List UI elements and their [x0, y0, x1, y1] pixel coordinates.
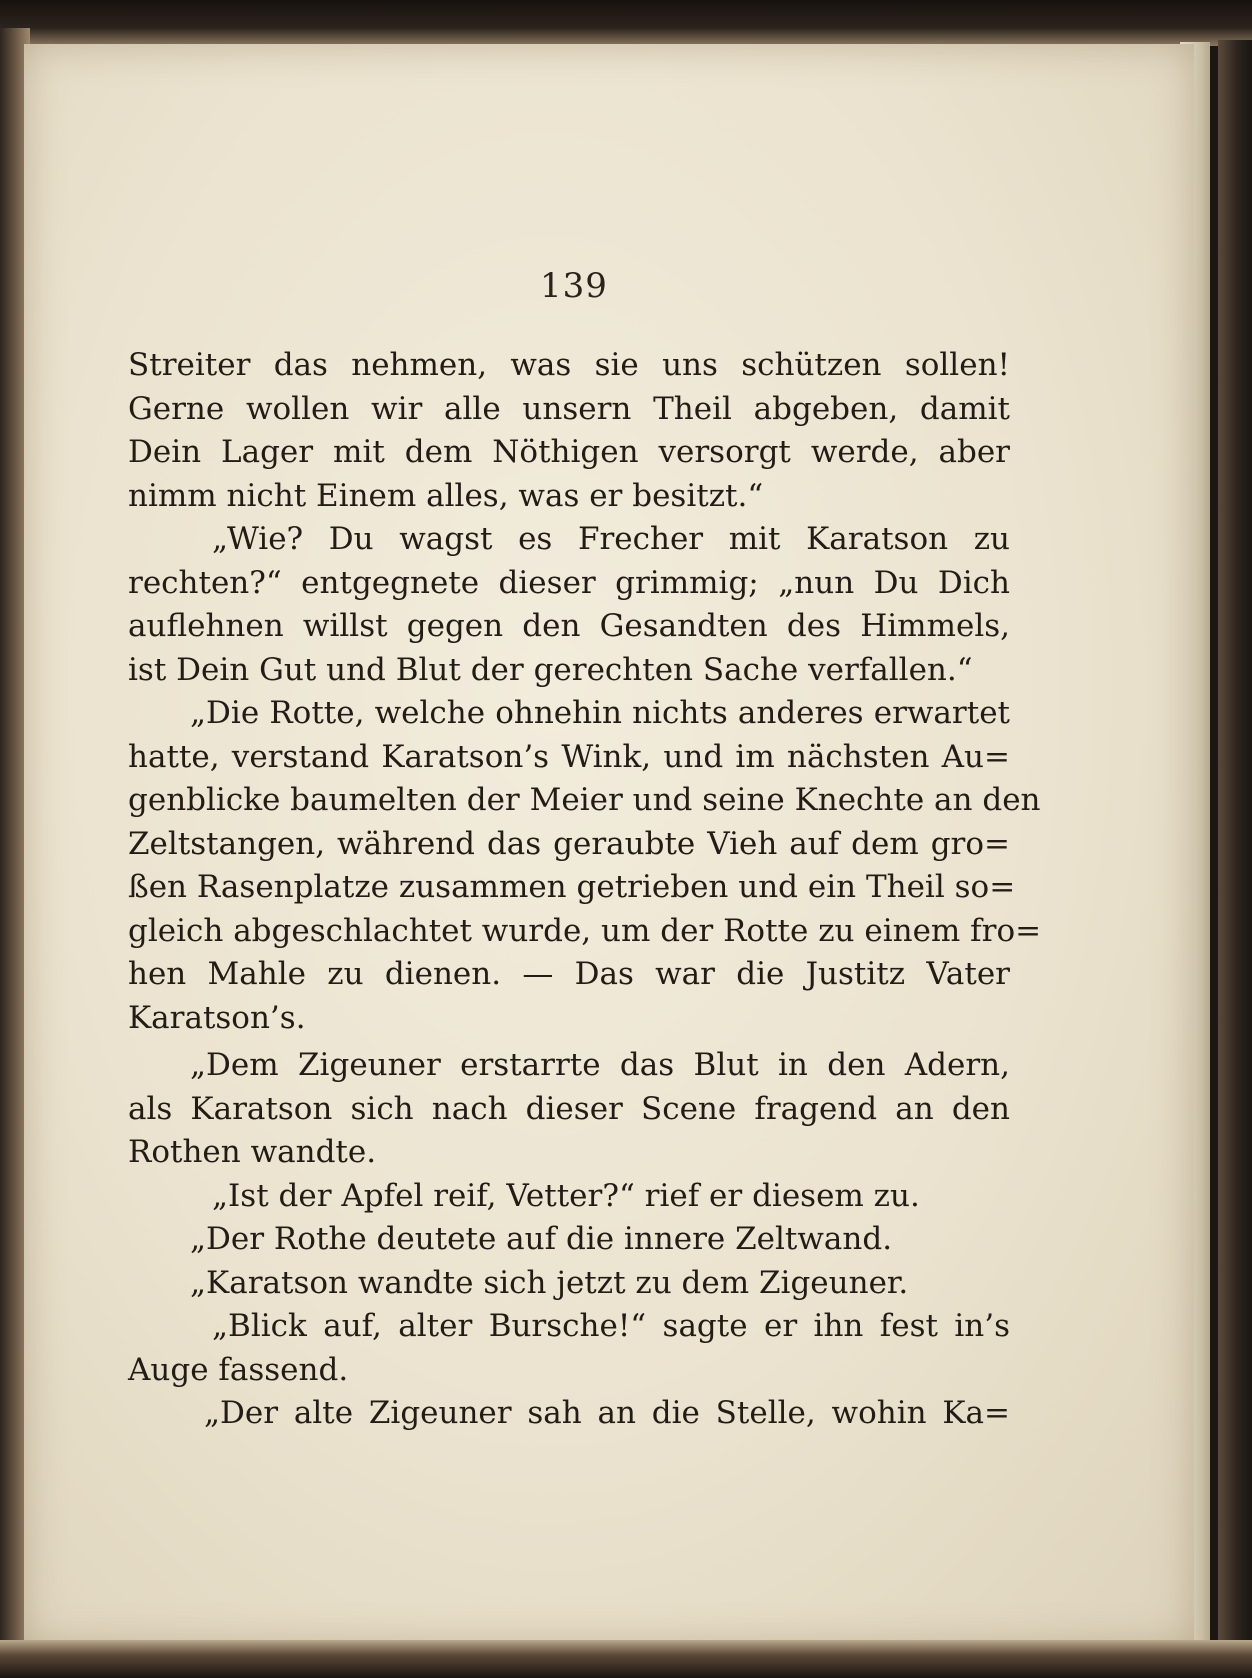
text-line: „Der Rothe deutete auf die innere Zeltwand. — [190, 1221, 893, 1257]
text-line: „Der alte Zigeuner sah an die Stelle, wohin Ka= — [204, 1395, 1010, 1431]
text-line: hatte, verstand Karatson’s Wink, und im nächsten Au= — [128, 738, 1010, 775]
text-line: nimm nicht Einem alles, was er besitzt.“ — [128, 477, 764, 514]
text-line: genblicke baumelten der Meier und seine Knechte an den — [128, 782, 1041, 818]
page — [24, 44, 1194, 1646]
text-line: „Ist der Apfel reif, Vetter?“ rief er diesem zu. — [212, 1177, 920, 1214]
book-bottom-edge — [0, 1640, 1252, 1678]
text-line: Auge fassend. — [128, 1351, 349, 1388]
text-line: „Blick auf, alter Bursche!“ sagte er ihn fest in’s — [212, 1308, 1010, 1344]
text-line: Zeltstangen, während das geraubte Vieh auf dem gro= — [128, 825, 1010, 862]
text-line: Gerne wollen wir alle unsern Theil abgeben, damit — [128, 390, 1010, 427]
text-line: ist Dein Gut und Blut der gerechten Sache verfallen.“ — [128, 651, 973, 688]
text-line: Streiter das nehmen, was sie uns schützen sollen! — [128, 347, 1010, 383]
text-line: als Karatson sich nach dieser Scene fragend an den — [128, 1090, 1010, 1127]
text-line: ßen Rasenplatze zusammen getrieben und ein Theil so= — [128, 869, 1016, 905]
text-line: rechten?“ entgegnete dieser grimmig; „nun Du Dich — [128, 564, 1010, 601]
text-line: Rothen wandte. — [128, 1134, 377, 1170]
text-line: auflehnen willst gegen den Gesandten des Himmels, — [128, 608, 1010, 644]
book-cover-right — [1218, 40, 1252, 1660]
body-text — [128, 344, 1042, 1436]
text-line: Karatson’s. — [128, 999, 306, 1036]
text-line: „Wie? Du wagst es Frecher mit Karatson zu — [212, 521, 1010, 557]
text-line: „Dem Zigeuner erstarrte das Blut in den Adern, — [190, 1047, 1010, 1083]
text-line: „Karatson wandte sich jetzt zu dem Zigeuner. — [190, 1264, 909, 1301]
page-number: 139 — [540, 266, 608, 306]
text-line: Dein Lager mit dem Nöthigen versorgt werde, aber — [128, 434, 1010, 470]
book-top-edge — [0, 0, 1252, 46]
text-line: gleich abgeschlachtet wurde, um der Rotte zu einem fro= — [128, 912, 1042, 949]
text-line: hen Mahle zu dienen. — Das war die Justitz Vater — [128, 956, 1010, 992]
text-line: „Die Rotte, welche ohnehin nichts anderes erwartet — [190, 695, 1010, 731]
